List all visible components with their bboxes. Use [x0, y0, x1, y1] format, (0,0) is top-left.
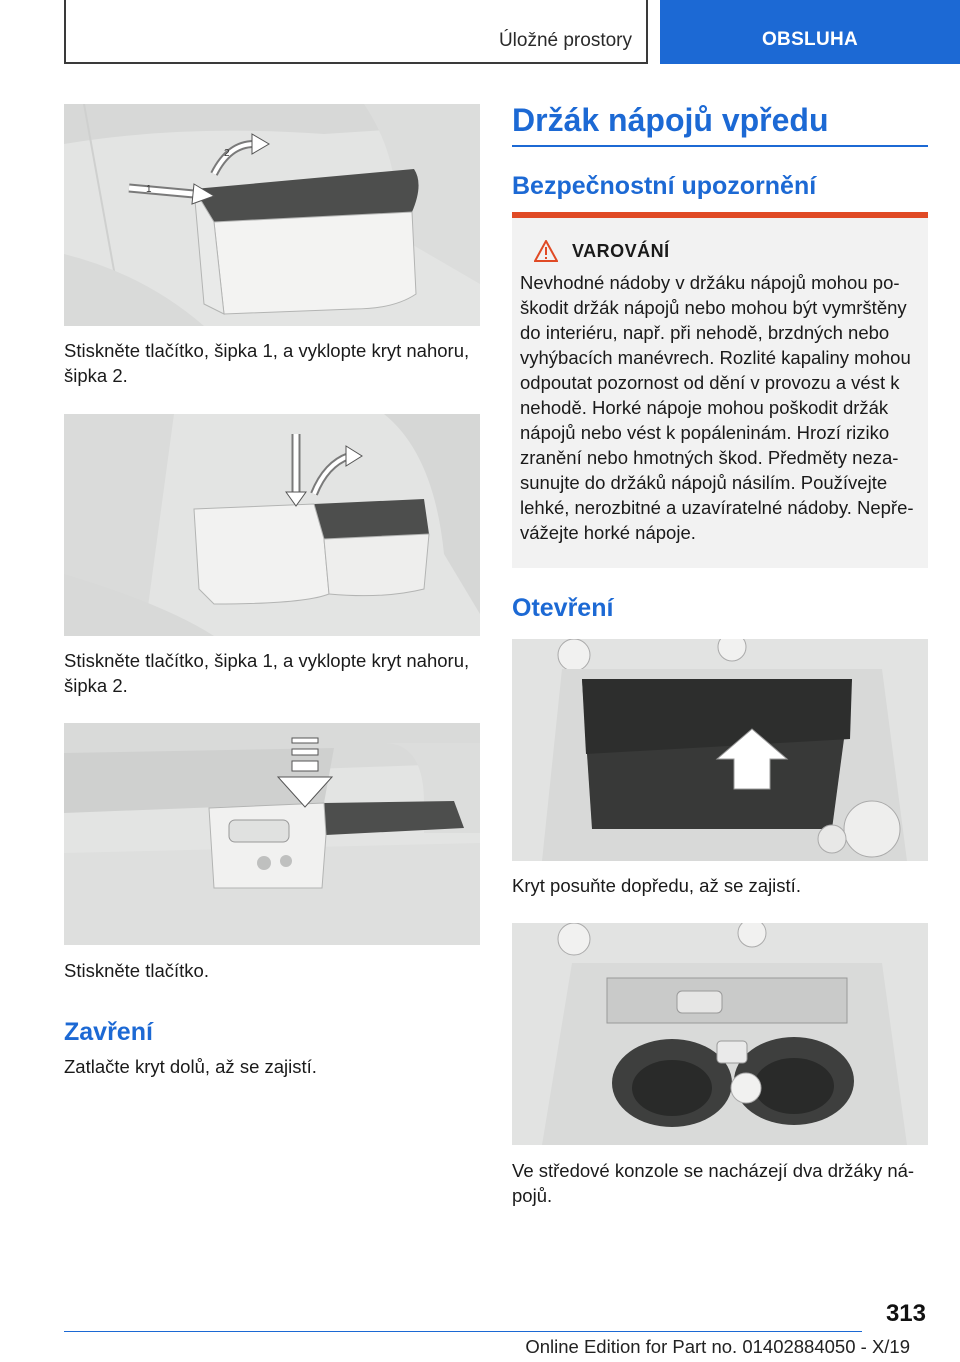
chapter-tab[interactable]	[660, 0, 960, 64]
armrest-figure-1	[64, 104, 480, 326]
open-heading: Otevření	[512, 594, 614, 622]
header-frame	[64, 0, 648, 64]
warning-box	[512, 218, 928, 568]
caption-1: Stiskněte tlačítko, šipka 1, a vyklopte kryt nahoru, šipka 2.	[64, 340, 470, 386]
warning-text: Nevhodné nádoby v držáku nápojů mohou po-škodit držák nápojů nebo mohou být vymrštěny do interiéru, např. při nehodě, brzdných nebo vyhýbacích manévrech. Rozlité kapaliny mohou odpoutat pozornost od dění v provozu a vést k nehodě. Horké nápoje mohou poškodit držák nápojů nebo vést k popáleninám. Hrozí riziko zranění nebo hmotných škod. Předměty neza-sunujte do držáků nápojů násilím. Používejte lehké, nerozbitné a uzavíratelné nádoby. Nepře-vážejte horké nápoje.	[520, 272, 914, 543]
footer-text: Online Edition for Part no. 01402884050 - X/19	[525, 1336, 910, 1357]
footer-rule	[64, 1331, 862, 1332]
caption-open-2: Ve středové konzole se nacházejí dva držáky ná-pojů.	[512, 1160, 915, 1206]
page-title: Držák nápojů vpředu	[512, 102, 829, 138]
figure-label-1: 1	[146, 184, 152, 195]
safety-heading: Bezpečnostní upozornění	[512, 172, 817, 200]
section-title: Úložné prostory	[498, 30, 632, 51]
armrest-figure-3	[64, 723, 480, 945]
warning-triangle-icon	[534, 240, 558, 262]
caption-3: Stiskněte tlačítko.	[64, 960, 209, 981]
caption-2: Stiskněte tlačítko, šipka 1, a vyklopte kryt nahoru, šipka 2.	[64, 650, 470, 696]
page-number: 313	[885, 1300, 926, 1327]
closing-heading: Zavření	[64, 1018, 153, 1046]
console-cover-figure	[512, 639, 928, 861]
armrest-figure-2	[64, 414, 480, 636]
cup-holders-figure	[512, 923, 928, 1145]
title-rule	[512, 145, 928, 147]
figure-label-2: 2	[224, 148, 230, 159]
closing-text: Zatlačte kryt dolů, až se zajistí.	[64, 1056, 317, 1077]
warning-label: VAROVÁNÍ	[572, 240, 670, 261]
warning-header	[534, 240, 920, 262]
chapter-label: OBSLUHA	[761, 29, 859, 50]
caption-open-1: Kryt posuňte dopředu, až se zajistí.	[512, 875, 801, 896]
